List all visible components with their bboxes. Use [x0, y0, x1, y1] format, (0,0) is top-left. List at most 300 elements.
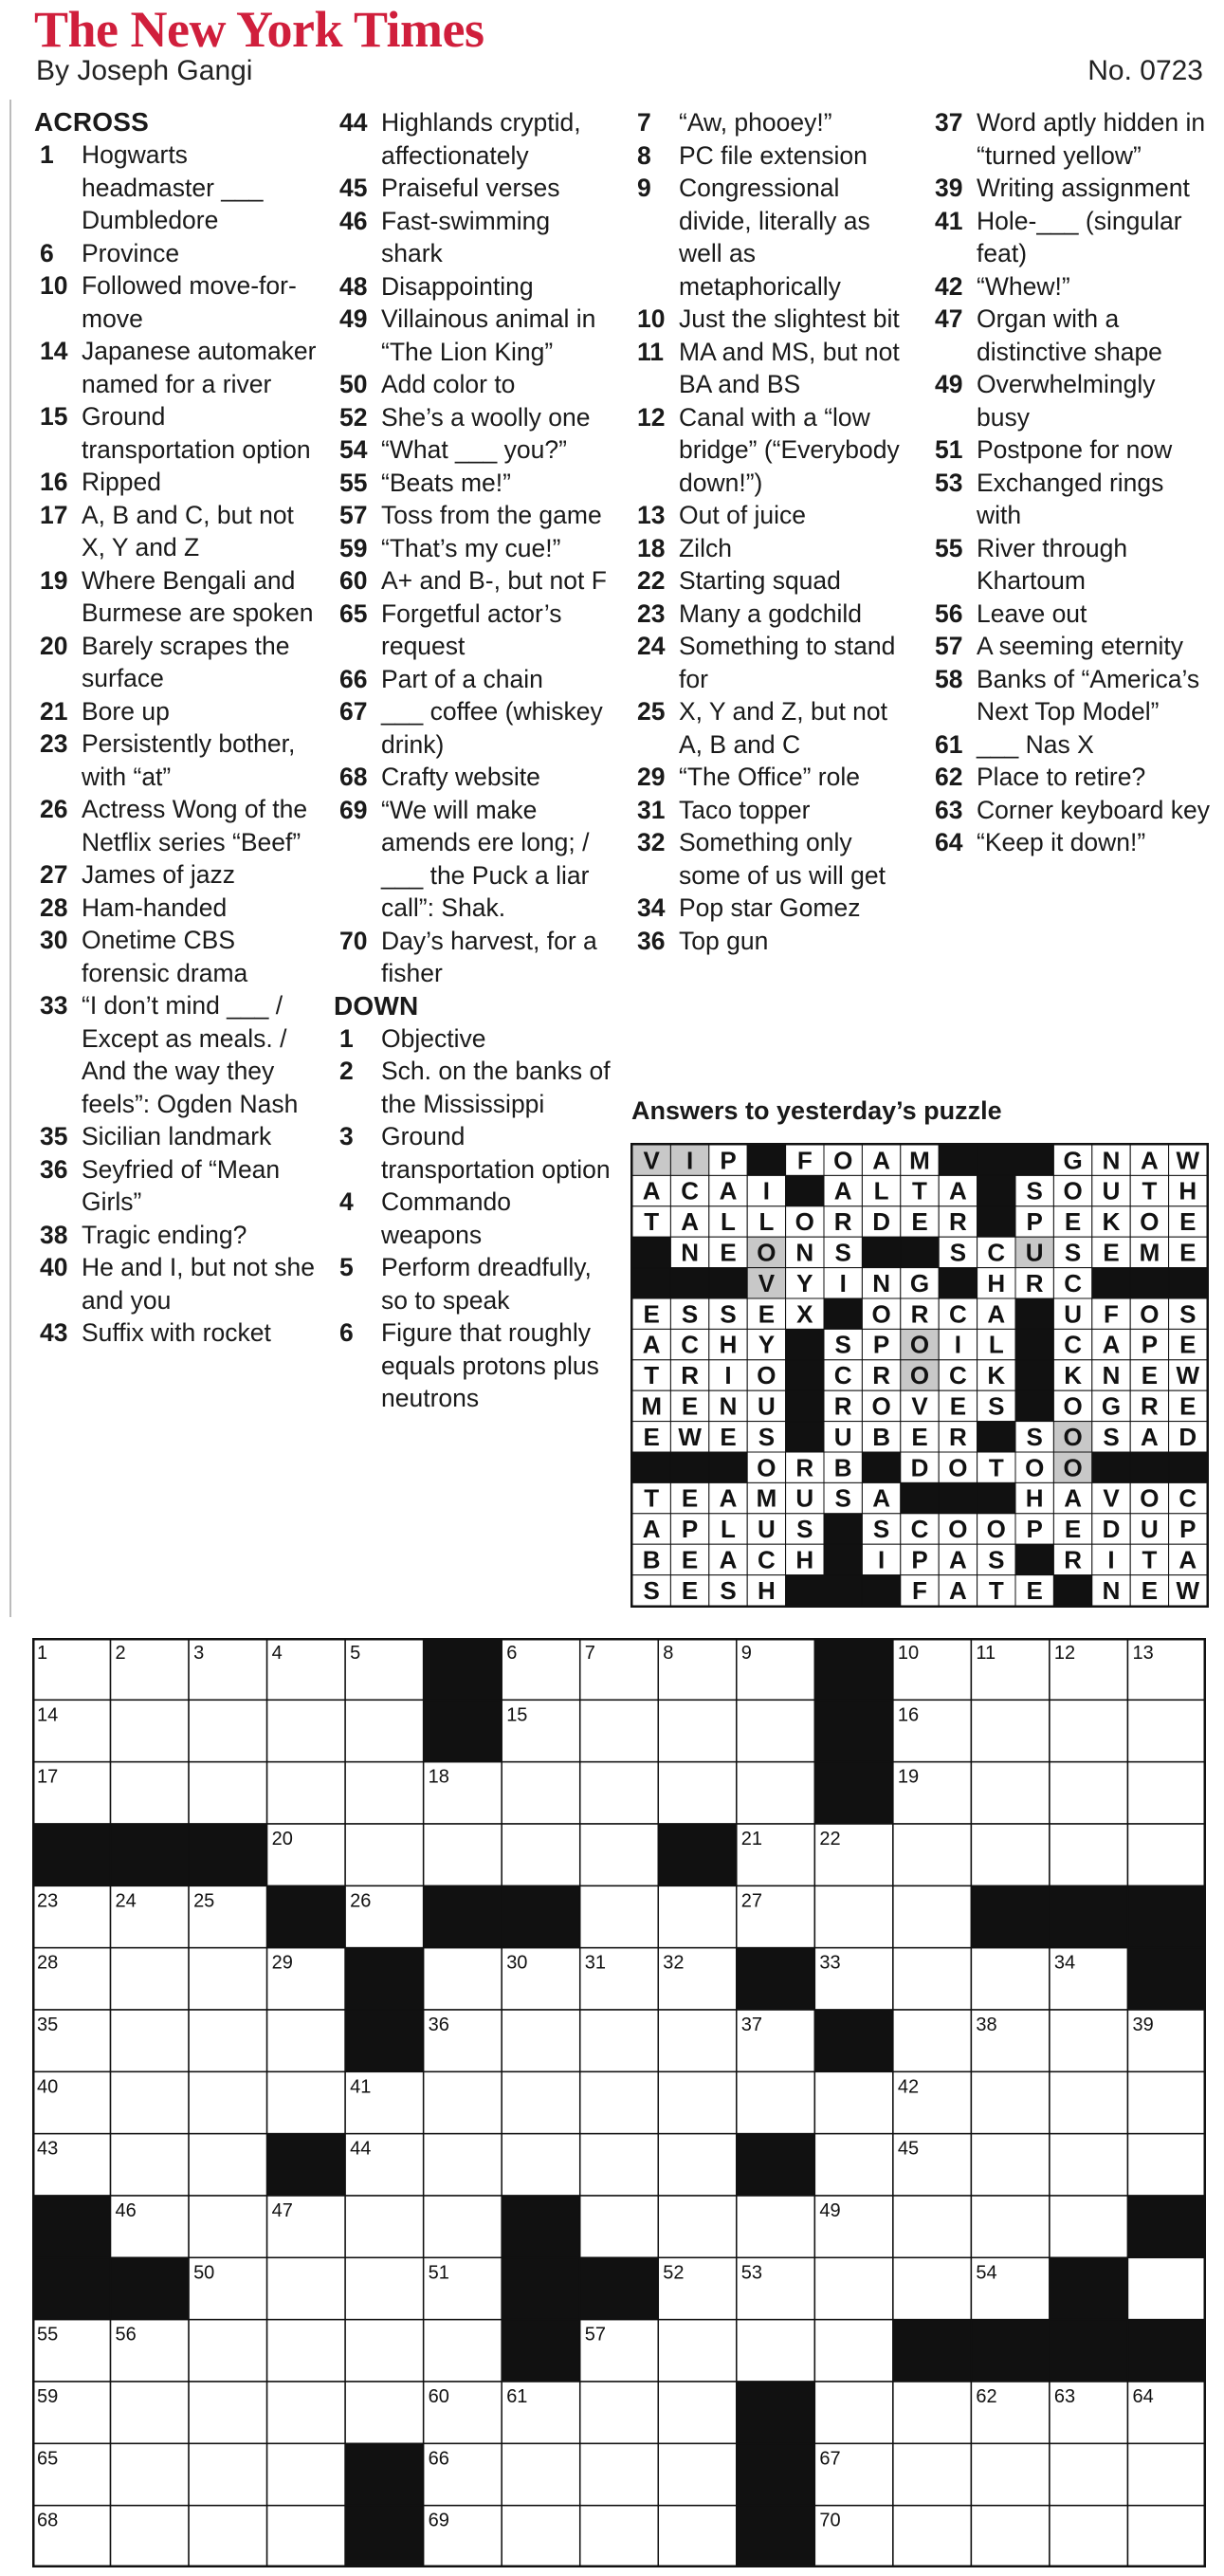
grid-cell[interactable]: [814, 2257, 893, 2319]
answer-letter: E: [1103, 1238, 1120, 1267]
grid-cell[interactable]: [189, 2071, 267, 2133]
grid-cell[interactable]: [893, 2257, 972, 2319]
clue[interactable]: [334, 598, 618, 663]
clue-text: Province: [82, 238, 180, 267]
answer-letter: A: [681, 1207, 699, 1237]
grid-cell[interactable]: [424, 1824, 502, 1886]
grid-cell[interactable]: [1050, 2134, 1128, 2196]
grid-cell[interactable]: [971, 1948, 1050, 2010]
answer-letter: S: [643, 1575, 660, 1605]
grid-cell[interactable]: [658, 1886, 737, 1947]
grid-cell[interactable]: [580, 2443, 659, 2505]
clue[interactable]: [334, 663, 618, 696]
clue-number: 4: [339, 1187, 354, 1216]
answer-block: [786, 1360, 824, 1390]
grid-cell[interactable]: [111, 2134, 190, 2196]
clue[interactable]: [34, 630, 319, 695]
grid-cell[interactable]: [111, 2010, 190, 2071]
answer-block: [1015, 1145, 1053, 1175]
grid-cell[interactable]: [893, 1886, 972, 1947]
clue[interactable]: [34, 858, 319, 892]
grid-cell[interactable]: [893, 1948, 972, 2010]
grid-cell[interactable]: [189, 2010, 267, 2071]
grid-cell[interactable]: [189, 1948, 267, 2010]
cell-number: 59: [37, 2386, 59, 2407]
answer-letter: K: [1102, 1207, 1121, 1237]
grid-block: [737, 1948, 815, 2010]
grid-cell[interactable]: [111, 2071, 190, 2133]
grid-block: [267, 2134, 346, 2196]
grid-cell[interactable]: [893, 1824, 972, 1886]
grid-cell[interactable]: [893, 2382, 972, 2443]
clue-number: 51: [935, 435, 963, 464]
grid-cell[interactable]: [1050, 2443, 1128, 2505]
answer-letter: N: [1102, 1361, 1121, 1390]
clue[interactable]: [929, 794, 1214, 827]
grid-cell[interactable]: [971, 1762, 1050, 1824]
clue[interactable]: [631, 794, 916, 827]
answer-letter: U: [1025, 1238, 1044, 1267]
clue[interactable]: [334, 205, 618, 270]
clue-text: Hole-___ (singular feat): [977, 206, 1182, 267]
answer-letter: I: [1107, 1545, 1115, 1574]
grid-cell[interactable]: [893, 2443, 972, 2505]
grid-cell[interactable]: [893, 2010, 972, 2071]
clue[interactable]: [334, 303, 618, 368]
grid-cell[interactable]: [814, 2134, 893, 2196]
clue[interactable]: [631, 695, 916, 761]
answer-letter: S: [720, 1299, 737, 1329]
grid-cell[interactable]: [345, 2257, 424, 2319]
grid-cell[interactable]: [189, 2443, 267, 2505]
answer-letter: E: [1179, 1207, 1197, 1237]
crossword-grid[interactable]: [32, 1638, 1206, 2572]
answer-block: [901, 1237, 939, 1267]
answer-letter: U: [1141, 1515, 1159, 1544]
clue[interactable]: [34, 924, 319, 989]
clue-text: Top gun: [679, 926, 769, 955]
grid-cell[interactable]: [424, 2134, 502, 2196]
clue-number: 61: [935, 729, 963, 759]
cell-number: 15: [506, 1704, 528, 1726]
clue[interactable]: [34, 1120, 319, 1153]
grid-cell[interactable]: [971, 2134, 1050, 2196]
grid-cell[interactable]: [658, 2443, 737, 2505]
clue[interactable]: [334, 761, 618, 794]
clue[interactable]: [929, 433, 1214, 467]
clue-text: Persistently bother, with “at”: [82, 729, 296, 791]
cell-number: 27: [740, 1890, 763, 1912]
clue[interactable]: [929, 303, 1214, 368]
grid-cell[interactable]: [424, 2320, 502, 2382]
clue[interactable]: [334, 1120, 618, 1186]
clue-number: 47: [935, 304, 963, 333]
answer-letter: R: [949, 1207, 967, 1237]
grid-cell[interactable]: [267, 1700, 346, 1761]
clue-number: 59: [339, 533, 368, 562]
grid-cell[interactable]: [893, 2196, 972, 2257]
clue[interactable]: [631, 630, 916, 695]
answer-block: [824, 1544, 862, 1574]
clue[interactable]: [929, 598, 1214, 631]
grid-cell[interactable]: [1127, 1824, 1206, 1886]
grid-cell[interactable]: [737, 1700, 815, 1761]
clue-text: Day’s harvest, for a fisher: [381, 926, 597, 987]
clue-number: 12: [637, 402, 666, 432]
clue[interactable]: [334, 499, 618, 532]
answer-block: [786, 1422, 824, 1452]
grid-cell[interactable]: [345, 2382, 424, 2443]
answer-letter: O: [948, 1453, 968, 1482]
clue-text: A, B and C, but not X, Y and Z: [82, 500, 294, 561]
clue[interactable]: [334, 695, 618, 761]
grid-cell[interactable]: [502, 1762, 580, 1824]
clue[interactable]: [334, 467, 618, 500]
grid-block: [502, 2257, 580, 2319]
answer-letter: O: [757, 1238, 776, 1267]
grid-cell[interactable]: [580, 2196, 659, 2257]
answer-letter: E: [1141, 1361, 1159, 1390]
grid-cell[interactable]: [580, 2134, 659, 2196]
answer-letter: S: [720, 1575, 737, 1605]
clue[interactable]: [334, 564, 618, 598]
clue[interactable]: [631, 106, 916, 139]
cell-number: 29: [271, 1952, 293, 1974]
grid-cell[interactable]: [1127, 2506, 1206, 2567]
grid-cell[interactable]: [189, 2320, 267, 2382]
grid-cell[interactable]: [345, 2320, 424, 2382]
grid-cell[interactable]: [502, 1824, 580, 1886]
clue-number: 33: [40, 991, 68, 1020]
grid-cell[interactable]: [267, 2443, 346, 2505]
clue[interactable]: [34, 1219, 319, 1252]
clue[interactable]: [631, 499, 916, 532]
clue[interactable]: [34, 400, 319, 466]
grid-cell[interactable]: [111, 2382, 190, 2443]
clue[interactable]: [334, 925, 618, 990]
grid-cell[interactable]: [189, 1762, 267, 1824]
grid-cell[interactable]: [502, 2506, 580, 2567]
answer-letter: A: [719, 1483, 738, 1513]
answer-letter: G: [1101, 1391, 1122, 1421]
clue[interactable]: [631, 892, 916, 925]
clue[interactable]: [929, 368, 1214, 433]
grid-cell[interactable]: [111, 1948, 190, 2010]
clue[interactable]: [34, 138, 319, 237]
answer-letter: A: [1178, 1545, 1197, 1574]
clue-text: “Keep it down!”: [977, 828, 1146, 856]
grid-cell[interactable]: [580, 1700, 659, 1761]
answer-letter: I: [685, 1146, 694, 1175]
answer-letter: F: [1104, 1299, 1119, 1329]
grid-cell[interactable]: [814, 2071, 893, 2133]
clue-number: 24: [637, 632, 666, 660]
grid-cell[interactable]: [345, 1762, 424, 1824]
grid-cell[interactable]: [424, 2071, 502, 2133]
grid-cell[interactable]: [189, 1700, 267, 1761]
grid-block: [345, 2506, 424, 2567]
answer-letter: V: [643, 1146, 660, 1175]
grid-cell[interactable]: [580, 1824, 659, 1886]
cell-number: 1: [37, 1643, 48, 1664]
clue[interactable]: [631, 598, 916, 631]
grid-cell[interactable]: [502, 2443, 580, 2505]
grid-cell[interactable]: [267, 1762, 346, 1824]
cell-number: 6: [506, 1643, 518, 1664]
clue-text: Writing assignment: [977, 174, 1190, 202]
clue-number: 6: [40, 238, 54, 267]
grid-cell[interactable]: [345, 2196, 424, 2257]
answer-letter: S: [1103, 1422, 1120, 1451]
answer-letter: E: [758, 1299, 776, 1329]
grid-cell[interactable]: [111, 1762, 190, 1824]
grid-cell[interactable]: [737, 2071, 815, 2133]
grid-block: [737, 2443, 815, 2505]
clue[interactable]: [334, 794, 618, 925]
grid-cell[interactable]: [1050, 1700, 1128, 1761]
answer-letter: S: [988, 1545, 1005, 1574]
clue-text: Ground transportation option: [82, 402, 311, 464]
answer-letter: S: [1026, 1422, 1043, 1451]
grid-cell[interactable]: [1050, 1824, 1128, 1886]
clue[interactable]: [631, 761, 916, 794]
clue[interactable]: [929, 172, 1214, 205]
grid-cell[interactable]: [267, 2257, 346, 2319]
clue[interactable]: [631, 826, 916, 892]
grid-cell[interactable]: [737, 2196, 815, 2257]
grid-cell[interactable]: [580, 2506, 659, 2567]
answer-letter: O: [795, 1207, 814, 1237]
clue-number: 65: [339, 598, 368, 628]
answer-block: [977, 1422, 1015, 1452]
grid-cell[interactable]: [267, 2320, 346, 2382]
answer-letter: L: [721, 1515, 736, 1544]
clue-text: “I don’t mind ___ / Except as meals. / And the way they feels”: Ogden Nash: [82, 991, 299, 1118]
clue[interactable]: [334, 106, 618, 172]
grid-cell[interactable]: [971, 1824, 1050, 1886]
answer-letter: S: [834, 1330, 851, 1359]
grid-cell[interactable]: [658, 2134, 737, 2196]
clue[interactable]: [34, 269, 319, 335]
grid-cell[interactable]: [658, 1762, 737, 1824]
grid-block: [1127, 1886, 1206, 1947]
clue-number: 42: [935, 271, 963, 301]
grid-cell[interactable]: [737, 1762, 815, 1824]
cell-number: 51: [428, 2262, 449, 2284]
answer-letter: I: [724, 1361, 732, 1390]
clue[interactable]: [34, 892, 319, 925]
cell-number: 45: [897, 2138, 920, 2160]
grid-cell[interactable]: [424, 2196, 502, 2257]
clue-number: 7: [637, 108, 651, 137]
grid-cell[interactable]: [814, 1886, 893, 1947]
grid-cell[interactable]: [189, 2506, 267, 2567]
clue[interactable]: [334, 1251, 618, 1316]
clue[interactable]: [631, 401, 916, 500]
clue[interactable]: [929, 663, 1214, 728]
answer-block: [1015, 1544, 1053, 1574]
grid-cell[interactable]: [580, 1762, 659, 1824]
clue[interactable]: [929, 630, 1214, 663]
grid-cell[interactable]: [1127, 2443, 1206, 2505]
grid-cell[interactable]: [658, 2071, 737, 2133]
answer-letter: W: [1176, 1146, 1200, 1175]
clue[interactable]: [929, 205, 1214, 270]
answer-letter: S: [1064, 1238, 1082, 1267]
clue-number: 26: [40, 795, 68, 823]
clue[interactable]: [929, 728, 1214, 762]
grid-cell[interactable]: [1050, 2196, 1128, 2257]
answer-letter: E: [1179, 1238, 1197, 1267]
grid-cell[interactable]: [971, 2443, 1050, 2505]
grid-cell[interactable]: [971, 2506, 1050, 2567]
grid-cell[interactable]: [1127, 2071, 1206, 2133]
clue-number: 10: [40, 271, 68, 300]
clue[interactable]: [631, 172, 916, 303]
clue[interactable]: [34, 1251, 319, 1316]
grid-cell[interactable]: [658, 1700, 737, 1761]
answer-block: [1015, 1390, 1053, 1421]
clue-number: 35: [40, 1122, 68, 1150]
clue-number: 62: [935, 763, 963, 791]
clue[interactable]: [334, 401, 618, 434]
grid-cell[interactable]: [1050, 2010, 1128, 2071]
clue[interactable]: [334, 1055, 618, 1120]
clue[interactable]: [334, 1022, 618, 1056]
grid-cell[interactable]: [189, 2134, 267, 2196]
grid-cell[interactable]: [111, 1700, 190, 1761]
clue[interactable]: [334, 433, 618, 467]
answer-letter: M: [1139, 1238, 1160, 1267]
clue[interactable]: [929, 106, 1214, 172]
clue[interactable]: [334, 368, 618, 401]
clue[interactable]: [34, 989, 319, 1120]
masthead: The New York Times: [34, 1, 484, 58]
grid-cell[interactable]: [345, 1700, 424, 1761]
clue-number: 57: [935, 632, 963, 660]
clue[interactable]: [631, 925, 916, 958]
grid-cell[interactable]: [814, 2382, 893, 2443]
grid-cell[interactable]: [580, 2010, 659, 2071]
grid-cell[interactable]: [971, 2071, 1050, 2133]
clue[interactable]: [631, 303, 916, 336]
answer-letter: K: [987, 1361, 1006, 1390]
grid-cell[interactable]: [111, 2506, 190, 2567]
clue[interactable]: [334, 532, 618, 565]
answer-letter: R: [833, 1207, 852, 1237]
clue[interactable]: [34, 466, 319, 499]
grid-block: [267, 1886, 346, 1947]
grid-cell[interactable]: [189, 2382, 267, 2443]
clue[interactable]: [34, 793, 319, 858]
clue-text: Bore up: [82, 696, 170, 726]
clue-text: “We will make amends ere long; / ___ the Puck a liar call”: Shak.: [381, 795, 590, 922]
clue-number: 37: [935, 108, 963, 137]
grid-cell[interactable]: [580, 1886, 659, 1947]
clue[interactable]: [34, 1153, 319, 1219]
grid-cell[interactable]: [1127, 2257, 1206, 2319]
clue[interactable]: [334, 1186, 618, 1251]
grid-cell[interactable]: [580, 2382, 659, 2443]
grid-cell[interactable]: [1050, 2071, 1128, 2133]
grid-cell[interactable]: [424, 1948, 502, 2010]
grid-cell[interactable]: [267, 2071, 346, 2133]
answer-block: [824, 1514, 862, 1544]
clue[interactable]: [34, 727, 319, 793]
clue[interactable]: [929, 826, 1214, 859]
cell-number: 19: [897, 1766, 920, 1788]
grid-cell[interactable]: [111, 2443, 190, 2505]
grid-cell[interactable]: [1127, 1700, 1206, 1761]
grid-cell[interactable]: [502, 2134, 580, 2196]
answer-block: [786, 1575, 824, 1606]
grid-cell[interactable]: [1050, 2506, 1128, 2567]
clue[interactable]: [334, 270, 618, 304]
grid-cell[interactable]: [814, 2320, 893, 2382]
clue[interactable]: [34, 335, 319, 400]
answer-letter: R: [681, 1361, 699, 1390]
grid-cell[interactable]: [658, 2010, 737, 2071]
clue[interactable]: [334, 1316, 618, 1415]
clue[interactable]: [34, 564, 319, 630]
clue[interactable]: [34, 237, 319, 270]
grid-cell[interactable]: [580, 2071, 659, 2133]
clue[interactable]: [631, 336, 916, 401]
cell-number: 47: [271, 2200, 293, 2221]
grid-cell[interactable]: [1127, 1762, 1206, 1824]
grid-cell[interactable]: [658, 2196, 737, 2257]
grid-cell[interactable]: [267, 2382, 346, 2443]
grid-cell[interactable]: [1127, 2134, 1206, 2196]
clue[interactable]: [34, 1316, 319, 1350]
grid-cell[interactable]: [658, 2382, 737, 2443]
grid-cell[interactable]: [737, 2320, 815, 2382]
clue[interactable]: [34, 499, 319, 564]
grid-block: [814, 1762, 893, 1824]
cell-number: 4: [271, 1643, 283, 1664]
grid-cell[interactable]: [658, 2506, 737, 2567]
cell-number: 20: [271, 1829, 293, 1849]
clue-number: 52: [339, 402, 368, 432]
clue-number: 32: [637, 828, 666, 856]
grid-cell[interactable]: [189, 2196, 267, 2257]
cell-number: 53: [740, 2262, 763, 2284]
clue[interactable]: [929, 467, 1214, 532]
clue[interactable]: [631, 139, 916, 173]
clue[interactable]: [929, 761, 1214, 794]
clue[interactable]: [631, 532, 916, 565]
answer-letter: S: [758, 1422, 776, 1451]
grid-cell[interactable]: [971, 1700, 1050, 1761]
grid-cell[interactable]: [893, 2506, 972, 2567]
grid-cell[interactable]: [345, 1824, 424, 1886]
grid-cell[interactable]: [502, 2010, 580, 2071]
grid-cell[interactable]: [971, 2196, 1050, 2257]
grid-block: [1127, 1948, 1206, 2010]
grid-cell[interactable]: [502, 2071, 580, 2133]
clue[interactable]: [929, 532, 1214, 598]
clue-number: 21: [40, 696, 68, 726]
clue[interactable]: [631, 564, 916, 598]
grid-cell[interactable]: [658, 2320, 737, 2382]
grid-cell[interactable]: [1050, 1762, 1128, 1824]
grid-block: [893, 2320, 972, 2382]
clue[interactable]: [929, 270, 1214, 304]
clue[interactable]: [334, 172, 618, 205]
clue[interactable]: [34, 695, 319, 728]
grid-cell[interactable]: [267, 2506, 346, 2567]
grid-cell[interactable]: [267, 2010, 346, 2071]
